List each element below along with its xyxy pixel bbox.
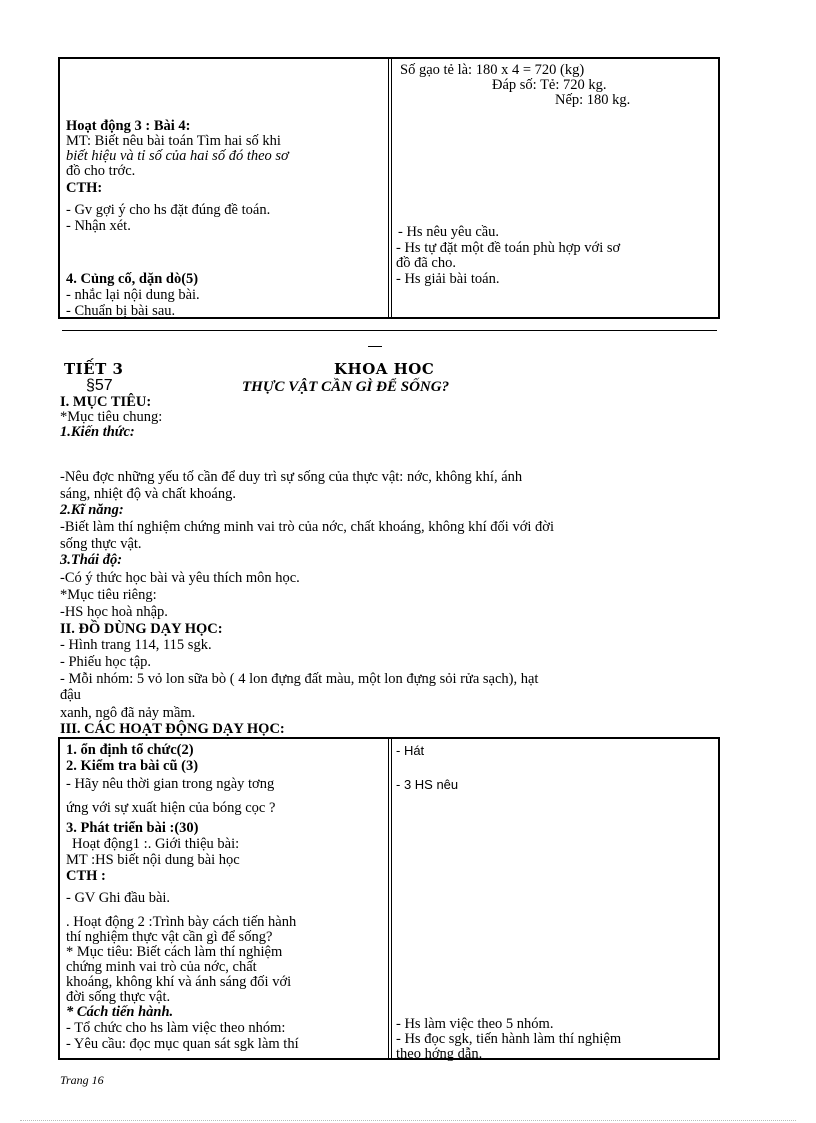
- step-line: - Chuẩn bị bài sau.: [66, 303, 176, 319]
- lesson-title: THỰC VẬT CẦN GÌ ĐỂ SỐNG?: [242, 379, 450, 395]
- sub-heading: 2.Kĩ năng:: [60, 502, 124, 518]
- text-line: - GV Ghi đầu bài.: [66, 890, 171, 906]
- text-line: - Hình trang 114, 115 sgk.: [60, 637, 212, 653]
- step-line: - Gv gợi ý cho hs đặt đúng đề toán.: [66, 202, 271, 218]
- activity-heading: Hoạt động1 :. Giới thiệu bài:: [72, 836, 240, 852]
- bottom-activity-table: [58, 737, 720, 1060]
- text-line: *Mục tiêu chung:: [60, 409, 163, 425]
- step-line: - Nhận xét.: [66, 218, 131, 234]
- section-heading: III. CÁC HOẠT ĐỘNG DẠY HỌC:: [60, 721, 285, 737]
- student-line: theo hớng dẫn.: [396, 1046, 483, 1062]
- activity-3-heading: Hoạt động 3 : Bài 4:: [66, 118, 191, 134]
- text-line: MT :HS biết nội dung bài học: [66, 852, 240, 868]
- lesson-period: TIẾT 3: [64, 360, 124, 378]
- objective-line: MT: Biết nêu bài toán Tìm hai số khi: [66, 133, 281, 149]
- step-line: - nhắc lại nội dung bài.: [66, 287, 200, 303]
- text-line: -Biết làm thí nghiệm chứng minh vai trò của nớc, chất khoáng, không khí đối với đời: [60, 519, 554, 535]
- bottom-dotted-border: [20, 1120, 796, 1121]
- page-footer: Trang 16: [60, 1073, 104, 1087]
- subject-title: KHOA HOC: [334, 360, 435, 378]
- text-line: *Mục tiêu riêng:: [60, 587, 157, 603]
- student-column: [392, 59, 718, 317]
- answer-line: Đáp số: Tẻ: 720 kg.: [492, 77, 607, 93]
- student-line: - Hs đọc sgk, tiến hành làm thí nghiệm: [396, 1031, 622, 1047]
- answer-line: Nếp: 180 kg.: [555, 92, 631, 108]
- step-heading: 1. ổn định tổ chức(2): [66, 742, 194, 758]
- text-line: ứng với sự xuất hiện của bóng cọc ?: [66, 800, 276, 816]
- student-line: - Hs làm việc theo 5 nhóm.: [396, 1016, 554, 1032]
- teacher-column: [60, 59, 392, 317]
- text-line: sống thực vật.: [60, 536, 142, 552]
- objective-line: biết hiệu và tỉ số của hai số đó theo sơ: [66, 148, 289, 164]
- text-line: - Phiếu học tập.: [60, 654, 152, 670]
- text-line: - Mỗi nhóm: 5 vỏ lon sữa bò ( 4 lon đựng đất màu, một lon đựng sỏi rửa sạch), hạt: [60, 671, 539, 687]
- step-heading: 3. Phát triển bài :(30): [66, 820, 199, 836]
- text-line: -Nêu đợc những yếu tố cần để duy trì sự sống của thực vật: nớc, không khí, ánh: [60, 469, 523, 485]
- separator-line: [62, 330, 717, 331]
- text-line: khoáng, không khí và ánh sáng đối với: [66, 974, 292, 990]
- student-line: - Hs giải bài toán.: [396, 271, 500, 287]
- text-line: sáng, nhiệt độ và chất khoáng.: [60, 486, 236, 502]
- student-line: - Hát: [396, 743, 425, 758]
- text-line: -Có ý thức học bài và yêu thích môn học.: [60, 570, 300, 586]
- text-line: đời sống thực vật.: [66, 989, 171, 1005]
- student-line: - Hs nêu yêu cầu.: [398, 224, 500, 240]
- section-heading: II. ĐỒ DÙNG DẠY HỌC:: [60, 621, 223, 637]
- text-line: - Hãy nêu thời gian trong ngày tơng: [66, 776, 275, 792]
- text-line: thí nghiệm thực vật cần gì để sống?: [66, 929, 273, 945]
- student-line: - Hs tự đặt một đề toán phù hợp với sơ: [396, 240, 621, 256]
- text-line: chứng minh vai trò của nớc, chất: [66, 959, 257, 975]
- answer-line: Số gạo tẻ là: 180 x 4 = 720 (kg): [400, 62, 585, 78]
- text-line: đậu: [60, 687, 81, 703]
- lesson-number: §57: [86, 377, 113, 394]
- teacher-column: [60, 739, 392, 1058]
- text-line: - Tổ chức cho hs làm việc theo nhóm:: [66, 1020, 286, 1036]
- objective-line: đồ cho trớc.: [66, 163, 136, 179]
- text-line: - Yêu cầu: đọc mục quan sát sgk làm thí: [66, 1036, 299, 1052]
- top-activity-table: [58, 57, 720, 319]
- sub-heading: 1.Kiến thức:: [60, 424, 135, 440]
- section-heading: I. MỤC TIÊU:: [60, 394, 152, 410]
- cth-heading: CTH :: [66, 868, 106, 884]
- separator-dash: [368, 346, 382, 347]
- section-4-heading: 4. Củng cố, dặn dò(5): [66, 271, 199, 287]
- text-line: -HS học hoà nhập.: [60, 604, 168, 620]
- text-line: * Mục tiêu: Biết cách làm thí nghiệm: [66, 944, 283, 960]
- activity-heading: . Hoạt động 2 :Trình bày cách tiến hành: [66, 914, 297, 930]
- sub-heading: 3.Thái độ:: [60, 552, 123, 568]
- cth-heading: CTH:: [66, 180, 103, 196]
- sub-heading: * Cách tiến hành.: [66, 1004, 174, 1020]
- step-heading: 2. Kiểm tra bài cũ (3): [66, 758, 199, 774]
- text-line: xanh, ngô đã nảy mầm.: [60, 705, 196, 721]
- student-line: - 3 HS nêu: [396, 777, 459, 792]
- student-line: đồ đã cho.: [396, 255, 456, 271]
- student-column: [392, 739, 718, 1062]
